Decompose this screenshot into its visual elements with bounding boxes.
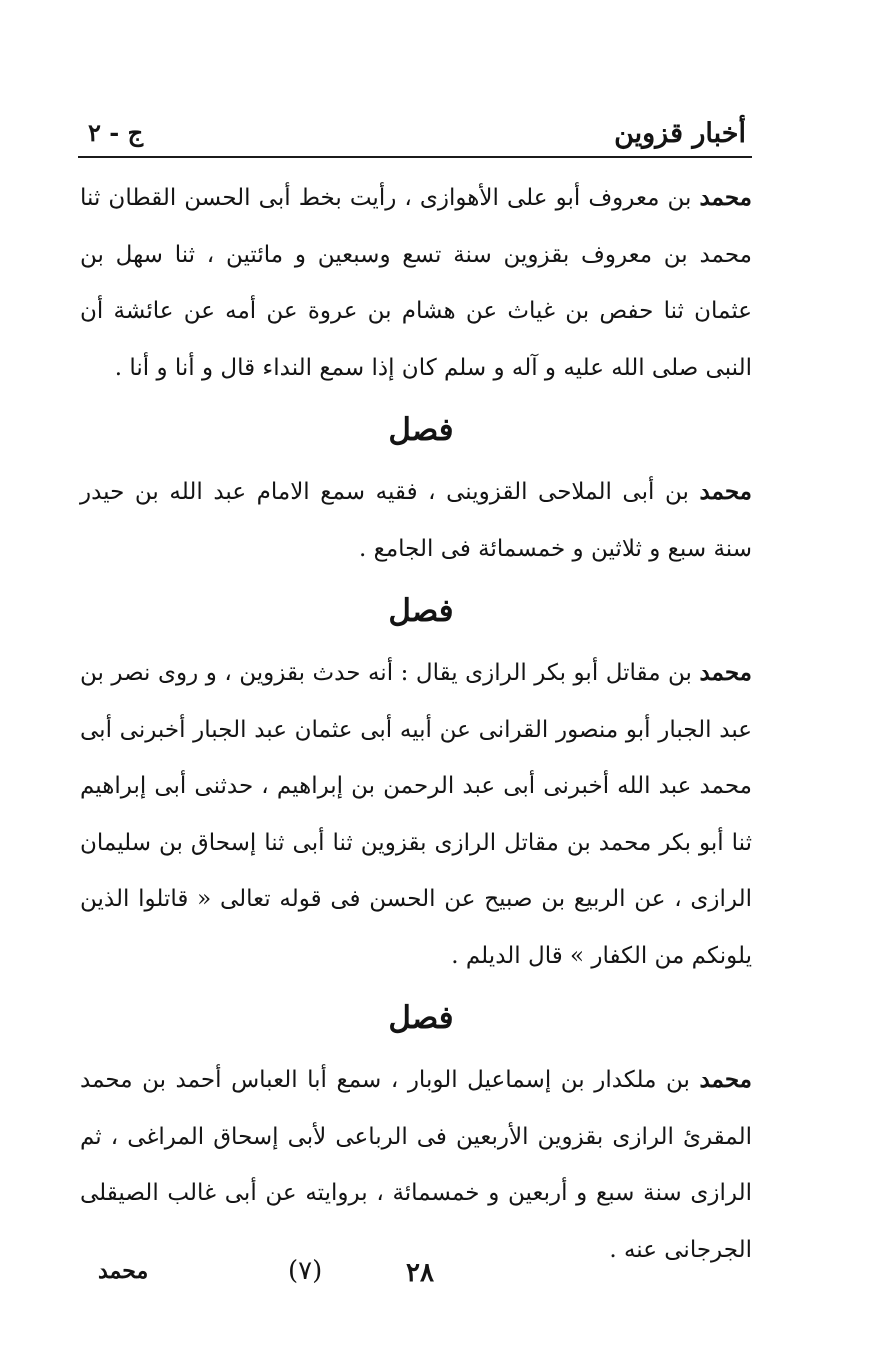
entry-lead: محمد xyxy=(699,478,752,505)
entry-lead: محمد xyxy=(699,1066,753,1093)
book-title: أخبار قزوين xyxy=(614,118,746,149)
entry-text: بن مقاتل أبو بكر الرازى يقال : أنه حدث بقزوين ، و روى نصر بن عبد الجبار أبو منصور القرانى عن أبيه أبى عثمان عبد الجبار أخبرنى أبى محمد عبد الله أخبرنى أبى عبد الرحمن بن إبراهيم ، حدثنى أبى إبراهيم ثنا أبو بكر محمد بن مقاتل الرازى بقزوين ثنا أبى ثنا إسحاق بن سليمان الرازى ، عن الربيع بن صبيح عن الحسن فى قوله تعالى « قاتلوا الذين يلونكم من الكفار » قال الديلم . xyxy=(80,660,752,969)
section-heading: فصل xyxy=(388,1000,454,1036)
entry-paragraph xyxy=(80,464,752,577)
entry-paragraph xyxy=(80,645,752,984)
entry-text: بن معروف أبو على الأهوازى ، رأيت بخط أبى الحسن القطان ثنا محمد بن معروف بقزوين سنة تسع وسبعين و مائتين ، ثنا سهل بن عثمان ثنا حفص بن غياث عن هشام بن عروة عن أمه عن عائشة أن النبى صلى الله عليه و آله و سلم كان إذا سمع النداء قال و أنا و أنا . xyxy=(80,185,752,381)
entry-text: بن ملكدار بن إسماعيل الوبار ، سمع أبا العباس أحمد بن محمد المقرئ الرازى بقزوين الأربعين فى الرباعى لأبى إسحاق المراغى ، ثم الرازى سنة سبع و أربعين و خمسمائة ، بروايته عن أبى غالب الصيقلى الجرجانى عنه . xyxy=(80,1067,752,1263)
volume-number: ج - ٢ xyxy=(88,118,144,147)
page-body xyxy=(80,170,752,1278)
catchword: محمد xyxy=(98,1258,149,1284)
entry-paragraph xyxy=(80,1052,752,1278)
entry-text: بن أبى الملاحى القزوينى ، فقيه سمع الامام عبد الله بن حيدر سنة سبع و ثلاثين و خمسمائة فى الجامع . xyxy=(80,479,752,562)
page-number: ٢٨ xyxy=(406,1258,434,1288)
entry-lead: محمد xyxy=(699,659,752,686)
running-header xyxy=(78,112,752,158)
signature-mark: (٧) xyxy=(288,1256,323,1286)
entry-paragraph xyxy=(80,170,752,396)
entry-lead: محمد xyxy=(699,184,752,211)
page-footer xyxy=(80,1252,752,1302)
section-heading: فصل xyxy=(388,593,454,629)
section-heading: فصل xyxy=(388,412,454,448)
